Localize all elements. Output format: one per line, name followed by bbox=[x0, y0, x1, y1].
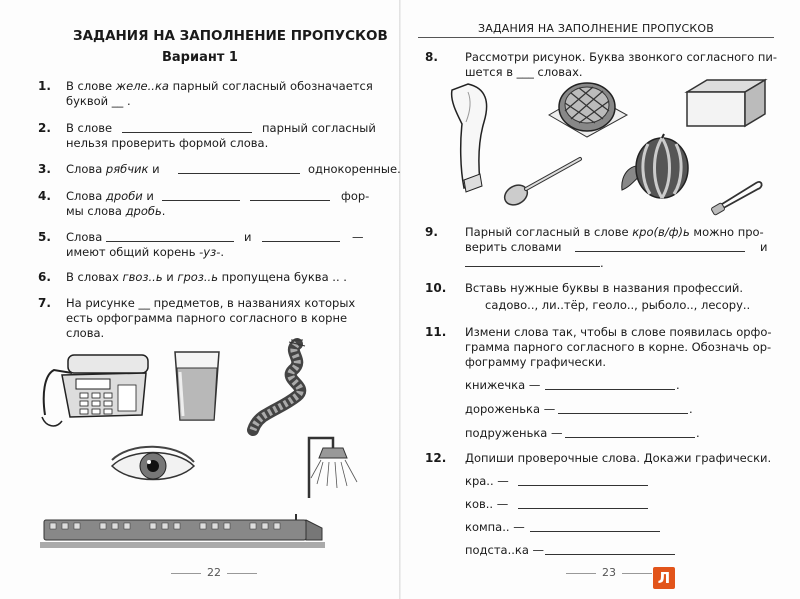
glass-icon bbox=[172, 350, 222, 422]
task-1-line-1: В слове желе..ка парный согласный обозначается bbox=[66, 79, 373, 93]
task-word: гвоз..ь bbox=[122, 270, 163, 284]
task-number: 2. bbox=[38, 121, 51, 135]
word-item: подруженька — bbox=[465, 426, 563, 440]
task-11-line-3: фограмму графически. bbox=[465, 355, 607, 369]
task-9-text-d: и bbox=[760, 240, 768, 254]
page-number: 22 bbox=[165, 566, 263, 579]
telephone-icon bbox=[40, 345, 155, 430]
task-7-line-1: На рисунке __ предметов, в названиях которых bbox=[66, 296, 356, 310]
spoon-icon bbox=[500, 155, 585, 210]
answer-line[interactable] bbox=[262, 241, 340, 242]
task-number: 10. bbox=[425, 281, 447, 295]
task-8-line-1: Рассмотри рисунок. Буква звонкого согласного пи- bbox=[465, 50, 778, 64]
task-2-text-b: парный согласный bbox=[262, 121, 376, 135]
task-4-text-a: Слова дроби и bbox=[66, 189, 154, 203]
page-header: ЗАДАНИЯ НА ЗАПОЛНЕНИЕ ПРОПУСКОВ bbox=[418, 22, 774, 38]
task-word: рябчик bbox=[105, 162, 149, 176]
task-8-line-2: шется в ___ словах. bbox=[465, 65, 583, 79]
answer-line[interactable] bbox=[530, 531, 660, 532]
word-item: дороженька — bbox=[465, 402, 556, 416]
answer-line[interactable] bbox=[106, 241, 234, 242]
word-item: кра.. — bbox=[465, 474, 509, 488]
answer-line[interactable] bbox=[518, 485, 648, 486]
task-number: 4. bbox=[38, 189, 51, 203]
task-5-text-c: — bbox=[352, 230, 364, 244]
line-end-dot: . bbox=[600, 256, 604, 270]
train-icon bbox=[40, 512, 325, 552]
task-word: гроз..ь bbox=[177, 270, 218, 284]
task-5-text-a: Слова bbox=[66, 230, 103, 244]
task-word: желе..ка bbox=[115, 79, 169, 93]
eye-icon bbox=[108, 440, 198, 492]
page-number: 23 bbox=[560, 566, 658, 579]
task-6-text: В словах гвоз..ь и гроз..ь пропущена буква .. . bbox=[66, 270, 347, 284]
line-end-dot: . bbox=[676, 378, 680, 392]
task-9-text-c: верить словами bbox=[465, 240, 562, 254]
answer-line[interactable] bbox=[518, 508, 648, 509]
task-2-text-c: нельзя проверить формой слова. bbox=[66, 136, 269, 150]
answer-line[interactable] bbox=[565, 437, 695, 438]
answer-line[interactable] bbox=[162, 200, 240, 201]
book-spine bbox=[399, 0, 401, 599]
answer-line[interactable] bbox=[558, 413, 688, 414]
task-number: 12. bbox=[425, 451, 447, 465]
task-word: кро(в/ф)ь bbox=[632, 225, 690, 239]
word-item: книжечка — bbox=[465, 378, 541, 392]
task-1-line-2: буквой __ . bbox=[66, 94, 131, 108]
task-11-line-2: грамма парного согласного в корне. Обозначь ор- bbox=[465, 340, 772, 354]
sleeve-icon bbox=[438, 82, 493, 192]
task-5-text-d: имеют общий корень -уз-. bbox=[66, 245, 225, 259]
answer-line[interactable] bbox=[465, 266, 600, 267]
task-word: дроби bbox=[105, 189, 143, 203]
task-number: 1. bbox=[38, 79, 51, 93]
box-icon bbox=[685, 78, 767, 128]
answer-line[interactable] bbox=[178, 173, 300, 174]
task-11-line-1: Измени слова так, чтобы в слове появилась орфо- bbox=[465, 325, 772, 339]
task-number: 5. bbox=[38, 230, 51, 244]
task-7-line-2: есть орфограмма парного согласного в корне bbox=[66, 311, 348, 325]
task-12-line-1: Допиши проверочные слова. Докажи графически. bbox=[465, 451, 772, 465]
task-number: 8. bbox=[425, 50, 438, 64]
task-number: 11. bbox=[425, 325, 447, 339]
task-4-text-d: мы слова дробь. bbox=[66, 204, 166, 218]
answer-line[interactable] bbox=[545, 554, 675, 555]
task-7-line-3: слова. bbox=[66, 326, 105, 340]
line-end-dot: . bbox=[689, 402, 693, 416]
word-item: компа.. — bbox=[465, 520, 525, 534]
page-title: ЗАДАНИЯ НА ЗАПОЛНЕНИЕ ПРОПУСКОВ bbox=[73, 28, 388, 44]
task-9-line-1: Парный согласный в слове кро(в/ф)ь можно про- bbox=[465, 225, 764, 239]
answer-line[interactable] bbox=[545, 389, 675, 390]
scarf-icon bbox=[247, 338, 347, 433]
publisher-logo: Л bbox=[653, 567, 675, 589]
safety-pin-icon bbox=[710, 175, 765, 215]
answer-line[interactable] bbox=[122, 132, 252, 133]
task-3-text-c: однокоренные. bbox=[308, 162, 401, 176]
watermelon-icon bbox=[618, 134, 696, 204]
answer-line[interactable] bbox=[250, 200, 330, 201]
word-item: ков.. — bbox=[465, 497, 509, 511]
task-word: -уз- bbox=[199, 245, 221, 259]
task-number: 9. bbox=[425, 225, 438, 239]
shower-icon bbox=[303, 430, 373, 500]
task-4-text-c: фор- bbox=[341, 189, 370, 203]
line-end-dot: . bbox=[696, 426, 700, 440]
task-word: дробь bbox=[125, 204, 162, 218]
task-5-text-b: и bbox=[244, 230, 252, 244]
task-number: 7. bbox=[38, 296, 51, 310]
task-10-line-1: Вставь нужные буквы в названия профессий. bbox=[465, 281, 744, 295]
task-10-line-2: садово.., ли..тёр, геоло.., рыболо.., лесору.. bbox=[485, 298, 751, 312]
answer-line[interactable] bbox=[575, 251, 745, 252]
task-2-text-a: В слове bbox=[66, 121, 113, 135]
variant-title: Вариант 1 bbox=[162, 50, 238, 65]
task-3-text-a: Слова рябчик и bbox=[66, 162, 160, 176]
task-number: 3. bbox=[38, 162, 51, 176]
word-item: подста..ка — bbox=[465, 543, 545, 557]
task-number: 6. bbox=[38, 270, 51, 284]
